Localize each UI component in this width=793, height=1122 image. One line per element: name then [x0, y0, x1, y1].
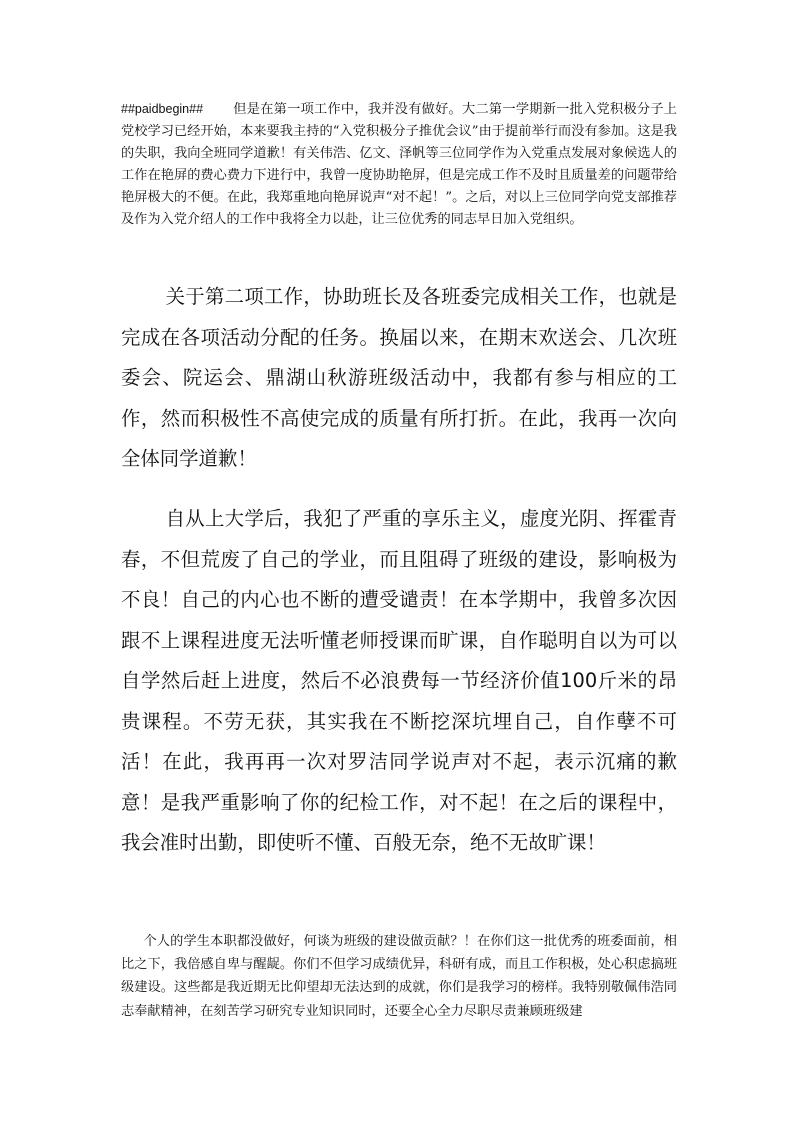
paragraph-self-criticism: 自从上大学后，我犯了严重的享乐主义，虚度光阴、挥霍青春，不但荒废了自己的学业，而且阻碍了班级的建设，影响极为不良！自己的内心也不断的遭受谴责！在本学期中，我曾多次因跟不上课程进度无法听懂老师授课而旷课，自作聪明自以为可以自学然后赶上进度，然后不必浪费每一节经济价值100斤米的昂贵课程。不劳无获，其实我在不断挖深坑埋自己，自作孽不可活！在此，我再再一次对罗洁同学说声对不起，表示沉痛的歉意！是我严重影响了你的纪检工作，对不起！在之后的课程中，我会准时出勤，即使听不懂、百般无奈，绝不无故旷课！ — [121, 507, 677, 854]
paid-begin-marker: ##paidbegin## — [121, 102, 204, 116]
paragraph-text: 但是在第一项工作中，我并没有做好。大二第一学期新一批入党积极分子上党校学习已经开始，本来要我主持的“入党积极分子推优会议”由于提前举行而没有参加。这是我的失职，我向全班同学道歉！有关伟浩、亿文、泽帆等三位同学作为入党重点发展对象候选人的工作在艳屏的费心费力下进行中，我曾一度协助艳屏，但是完成工作不及时且质量差的问题带给艳屏极大的不便。在此，我郑重地向艳屏说声“对不起！”。之后，对以上三位同学向党支部推荐及作为入党介绍人的工作中我将全力以赴，让三位优秀的同志早日加入党组织。 — [121, 102, 677, 227]
paragraph-class-contribution: 个人的学生本职都没做好，何谈为班级的建设做贡献？！在你们这一批优秀的班委面前，相比之下，我倍感自卑与醒龊。你们不但学习成绩优异，科研有成，而且工作积极，处心积虑搞班级建设。这些都是我近期无比仰望却无法达到的成就，你们是我学习的榜样。我特别敬佩伟浩同志奉献精神，在刻苦学习研究专业知识同时，还要全心全力尽职尽责兼顾班级建 — [121, 934, 677, 1019]
paragraph-first-task — [121, 98, 677, 231]
paragraph-second-task: 关于第二项工作，协助班长及各班委完成相关工作，也就是完成在各项活动分配的任务。换届以来，在期末欢送会、几次班委会、院运会、鼎湖山秋游班级活动中，我都有参与相应的工作，然而积极性不高使完成的质量有所打折。在此，我再一次向全体同学道歉！ — [121, 285, 677, 470]
